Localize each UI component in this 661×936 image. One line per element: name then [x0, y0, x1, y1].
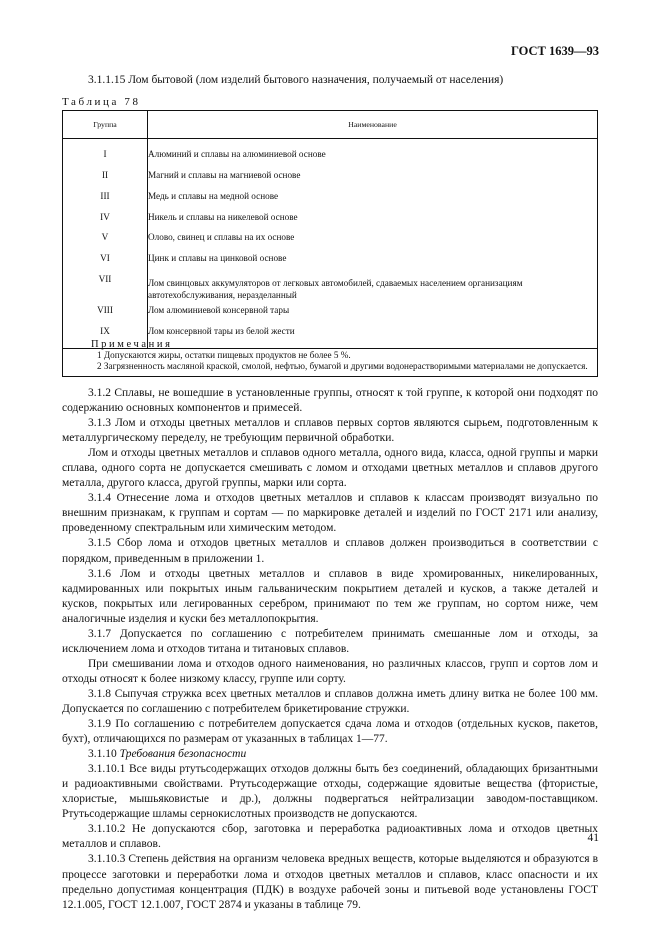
- paragraph-3-1-9: 3.1.9 По соглашению с потребителем допускается сдача лома и отходов (отдельных кусков, пакетов, бухт), отличающихся по размерам от указанных в таблицах 1—77.: [62, 718, 598, 746]
- table-row: [63, 212, 598, 233]
- paragraph-3-1-3: 3.1.3 Лом и отходы цветных металлов и сплавов первых сортов являются сырьем, подготовленным к металлургическому переделу, не требующим первичной обработки.: [62, 417, 598, 445]
- paragraph-3-1-3-cont: Лом и отходы цветных металлов и сплавов одного металла, одного вида, класса, одной группы и марки сплава, одного сорта не допускается смешивать с ломом и отходами цветных металлов и сплавов другого металла, другого класса, другой группы, марки или сорта.: [62, 447, 598, 490]
- name-cell: Лом алюминиевой консервной тары: [148, 305, 598, 326]
- table-header-row: [63, 111, 598, 139]
- table-row: [63, 191, 598, 212]
- page-number: 41: [587, 832, 599, 844]
- table-row: [63, 232, 598, 253]
- paragraph-3-1-7: 3.1.7 Допускается по соглашению с потребителем принимать смешанные лом и отходы, за исключением лома и отходов титана и титановых сплавов.: [62, 627, 598, 655]
- table-row: [63, 170, 598, 191]
- paragraph-3-1-5: 3.1.5 Сбор лома и отходов цветных металлов и сплавов должен производиться в соответствии с порядком, приведенным в приложении 1.: [62, 537, 598, 565]
- table-notes: [62, 339, 598, 377]
- name-cell: Олово, свинец и сплавы на их основе: [148, 232, 598, 253]
- group-cell: II: [63, 170, 148, 191]
- note-2: 2 Загрязненность масляной краской, смолой, нефтью, бумагой и другими водонерастворимыми материалами не допускается.: [97, 361, 588, 372]
- name-cell: Медь и сплавы на медной основе: [148, 191, 598, 212]
- paragraph-3-1-10-2: 3.1.10.2 Не допускаются сбор, заготовка и переработка радиоактивных лома и отходов цветных металлов и сплавов.: [62, 823, 598, 851]
- paragraph-3-1-10-number: 3.1.10: [88, 748, 117, 761]
- table-78: [62, 110, 598, 349]
- paragraph-3-1-10-3: 3.1.10.3 Степень действия на организм человека вредных веществ, которые выделяются и образуются в процессе заготовки и переработки лома и отходов цветных металлов и сплавов, класс опасности и их предельно допустимая концентрация (ПДК) в воздухе рабочей зоны и питьевой воде установлены ГОСТ 12.1.005, ГОСТ 12.1.007, ГОСТ 2874 и указаны в таблице 79.: [62, 853, 598, 911]
- paragraph-3-1-6: 3.1.6 Лом и отходы цветных металлов и сплавов в виде хромированных, никелированных, кадмированных или покрытых иным гальваническим покрытием деталей и кусков, а также деталей и кусков, покрытых или легированных серебром, принимают по тем же группам, но сортом ниже, чем аналогичные изделия и куски без металлопокрытия.: [62, 567, 598, 625]
- paragraph-3-1-10-1: 3.1.10.1 Все виды ртутьсодержащих отходов должны быть без соединений, обладающих бризантными и радиоактивными свойствами. Ртутьсодержащие отходы, содержащие ядовитые вещества (фтористые, хлористые, мышьяковистые и др.), должны подвергаться нейтрализации заводом-поставщиком. Ртутьсодержащие шламы сернокислотных производств не допускаются.: [62, 763, 598, 821]
- name-cell: Никель и сплавы на никелевой основе: [148, 212, 598, 233]
- group-cell: V: [63, 232, 148, 253]
- safety-requirements-heading: Требования безопасности: [119, 748, 247, 761]
- group-cell: I: [63, 139, 148, 171]
- notes-heading: Примечания: [91, 339, 173, 350]
- name-cell: Алюминий и сплавы на алюминиевой основе: [148, 139, 598, 171]
- paragraph-3-1-4: 3.1.4 Отнесение лома и отходов цветных металлов и сплавов к классам производят визуально по внешним признакам, к группам и сортам — по маркировке деталей и изделий по ГОСТ 2171 или анализу, проведенному спектральным или химическим методом.: [62, 492, 598, 535]
- group-cell: VIII: [63, 305, 148, 326]
- paragraph-3-1-10: [62, 747, 598, 762]
- name-cell: Цинк и сплавы на цинковой основе: [148, 253, 598, 274]
- name-cell: Лом консервной тары из белой жести: [148, 326, 598, 349]
- name-cell: Магний и сплавы на магниевой основе: [148, 170, 598, 191]
- group-cell: VI: [63, 253, 148, 274]
- name-cell: Лом свинцовых аккумуляторов от легковых автомобилей, сдаваемых населением организациям автотехобслуживания, неразделанный: [148, 274, 598, 305]
- group-cell: III: [63, 191, 148, 212]
- table-row: [63, 139, 598, 171]
- group-cell: IX: [63, 326, 148, 349]
- column-header-group: Группа: [63, 111, 148, 139]
- note-1: 1 Допускаются жиры, остатки пищевых продуктов не более 5 %.: [97, 350, 351, 361]
- table-row: [63, 274, 598, 305]
- paragraph-3-1-2: 3.1.2 Сплавы, не вошедшие в установленные группы, относят к той группе, к которой они подходят по содержанию основных компонентов и примесей.: [62, 387, 598, 415]
- section-title: 3.1.1.15 Лом бытовой (лом изделий бытового назначения, получаемый от населения): [88, 74, 504, 86]
- paragraph-3-1-7-cont: При смешивании лома и отходов одного наименования, но различных классов, групп и сортов лом и отходы относят к более низкому классу, группе или сорту.: [62, 657, 598, 685]
- table-row: [63, 305, 598, 326]
- standard-header: ГОСТ 1639—93: [510, 44, 599, 58]
- group-cell: IV: [63, 212, 148, 233]
- column-header-name: Наименование: [148, 111, 598, 139]
- table-row: [63, 253, 598, 274]
- body-text: [62, 386, 598, 913]
- group-cell: VII: [63, 274, 148, 305]
- table-caption: Таблица 78: [62, 96, 141, 108]
- paragraph-3-1-8: 3.1.8 Сыпучая стружка всех цветных металлов и сплавов должна иметь длину витка не более 100 мм. Допускается по соглашению с потребителем брикетирование стружки.: [62, 687, 598, 715]
